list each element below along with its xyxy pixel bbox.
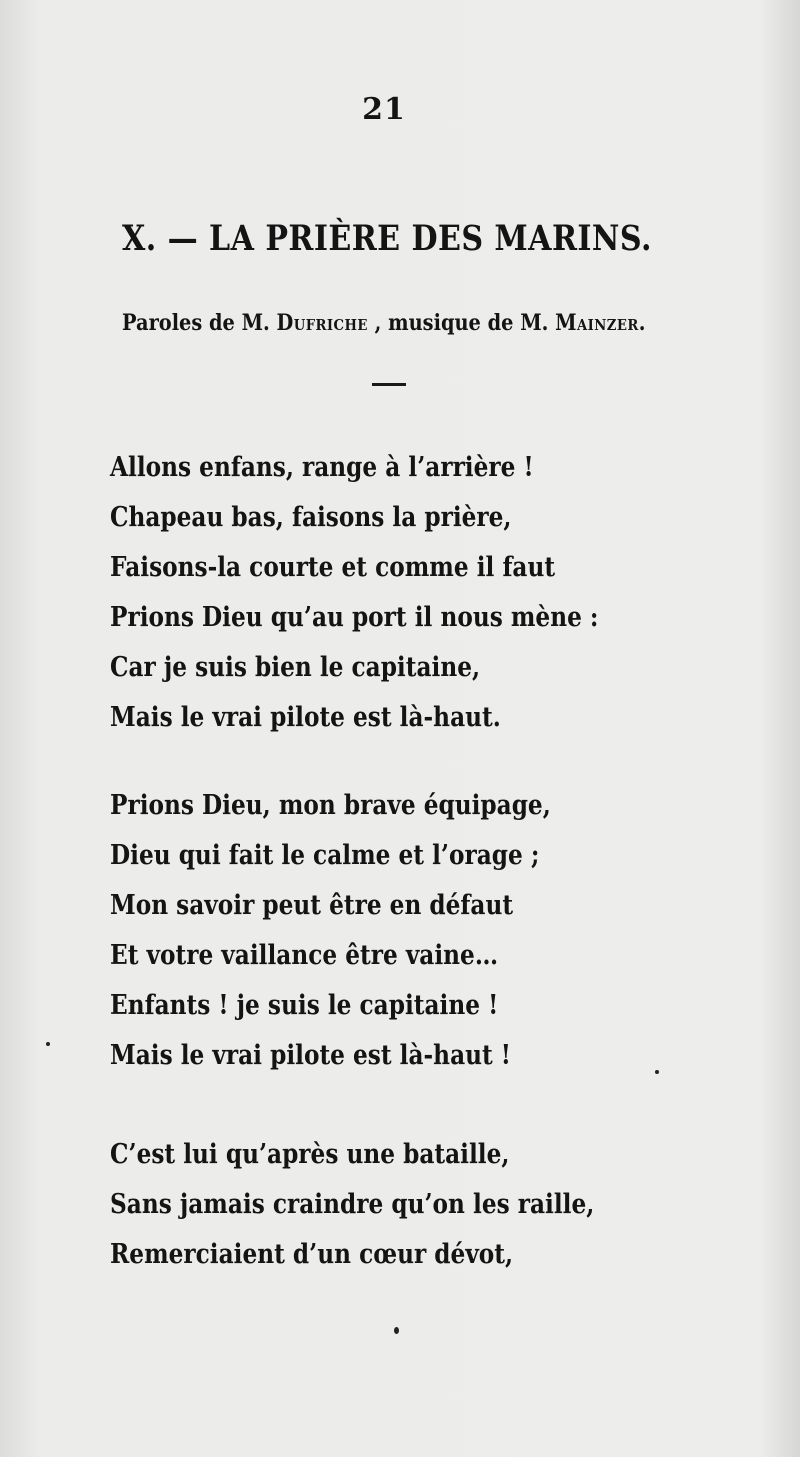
verse-line: Prions Dieu, mon brave équipage, (110, 790, 551, 821)
ink-speck (46, 1042, 50, 1046)
verse-line: Faisons-la courte et comme il faut (110, 552, 556, 583)
verse-line: Sans jamais craindre qu’on les raille, (110, 1189, 595, 1220)
verse-line: Chapeau bas, faisons la prière, (110, 502, 512, 533)
ink-speck (655, 1070, 659, 1074)
verse-line: Allons enfans, range à l’arrière ! (110, 452, 534, 483)
verse-line: Mais le vrai pilote est là-haut. (110, 702, 501, 733)
verse-line: C’est lui qu’après une bataille, (110, 1139, 510, 1170)
ink-speck (394, 1327, 399, 1334)
verse-line: Mon savoir peut être en défaut (110, 890, 514, 921)
verse-line: Dieu qui fait le calme et l’orage ; (110, 840, 540, 871)
verse-line: Car je suis bien le capitaine, (110, 652, 481, 683)
stanza-2 (110, 781, 623, 1081)
stanza-3 (110, 1130, 673, 1280)
stanza-1 (110, 443, 678, 743)
section-divider (372, 383, 406, 386)
verse-line: Remerciaient d’un cœur dévot, (110, 1239, 514, 1270)
composer-name: Mainzer (555, 310, 639, 336)
lyricist-name: Dufriche (276, 310, 368, 336)
verse-line: Mais le vrai pilote est là-haut ! (110, 1040, 512, 1071)
song-credits (122, 310, 646, 336)
verse-line: Enfants ! je suis le capitaine ! (110, 990, 499, 1021)
song-title: X. — LA PRIÈRE DES MARINS. (122, 218, 652, 259)
credits-middle: , musique de M. (367, 310, 556, 336)
credits-suffix: . (638, 310, 646, 336)
credits-prefix: Paroles de M. (122, 310, 277, 336)
page-number: 21 (362, 92, 406, 127)
verse-line: Prions Dieu qu’au port il nous mène : (110, 602, 599, 633)
verse-line: Et votre vaillance être vaine… (110, 940, 499, 971)
